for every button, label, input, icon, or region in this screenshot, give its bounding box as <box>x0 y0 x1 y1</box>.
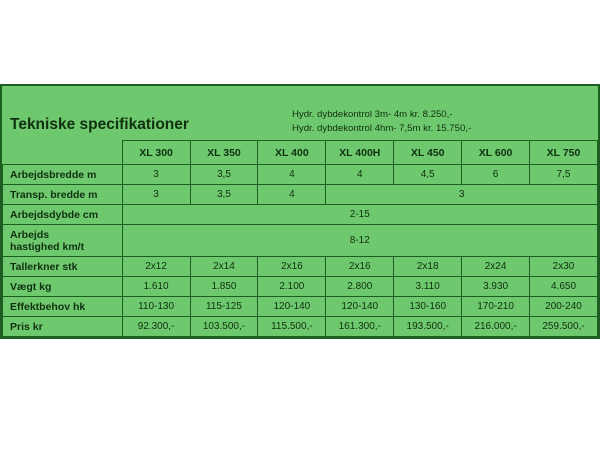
cell-vaegt-xl350: 1.850 <box>190 277 258 297</box>
column-header-xl750: XL 750 <box>530 141 598 165</box>
cell-transp-xl350: 3,5 <box>190 185 258 205</box>
cell-pris-xl450: 193.500,- <box>394 317 462 337</box>
cell-arbejdsbredde-xl350: 3,5 <box>190 165 258 185</box>
cell-vaegt-xl400: 2.100 <box>258 277 326 297</box>
panel-header <box>2 86 598 140</box>
row-label-transp-bredde: Transp. bredde m <box>3 185 123 205</box>
cell-pris-xl350: 103.500,- <box>190 317 258 337</box>
cell-arbejdsbredde-xl750: 7,5 <box>530 165 598 185</box>
cell-effekt-xl750: 200-240 <box>530 297 598 317</box>
cell-pris-xl750: 259.500,- <box>530 317 598 337</box>
specifications-table <box>2 140 598 337</box>
cell-pris-xl600: 216.000,- <box>462 317 530 337</box>
cell-tallerkner-xl450: 2x18 <box>394 257 462 277</box>
cell-vaegt-xl600: 3.930 <box>462 277 530 297</box>
table-corner-cell <box>3 141 123 165</box>
cell-pris-xl400h: 161.300,- <box>326 317 394 337</box>
specifications-panel <box>0 84 600 339</box>
cell-arbejdsbredde-xl450: 4,5 <box>394 165 462 185</box>
column-header-xl350: XL 350 <box>190 141 258 165</box>
row-label-arbejdsbredde: Arbejdsbredde m <box>3 165 123 185</box>
row-label-vaegt: Vægt kg <box>3 277 123 297</box>
price-notes <box>292 108 598 140</box>
cell-arbejdsbredde-xl300: 3 <box>122 165 190 185</box>
cell-arbejdshastighed-all: 8-12 <box>122 225 597 257</box>
cell-pris-xl400: 115.500,- <box>258 317 326 337</box>
table-row <box>3 297 598 317</box>
table-row <box>3 317 598 337</box>
column-header-xl400: XL 400 <box>258 141 326 165</box>
cell-tallerkner-xl400: 2x16 <box>258 257 326 277</box>
row-label-line-1: Arbejds <box>10 228 50 241</box>
table-row <box>3 225 598 257</box>
cell-arbejdsbredde-xl600: 6 <box>462 165 530 185</box>
row-label-effektbehov: Effektbehov hk <box>3 297 123 317</box>
row-label-pris: Pris kr <box>3 317 123 337</box>
note-line-2: Hydr. dybdekontrol 4hm- 7,5m kr. 15.750,- <box>292 123 472 134</box>
row-label-arbejdshastighed <box>3 225 123 257</box>
cell-vaegt-xl750: 4.650 <box>530 277 598 297</box>
cell-effekt-xl400h: 120-140 <box>326 297 394 317</box>
cell-effekt-xl450: 130-160 <box>394 297 462 317</box>
column-header-xl300: XL 300 <box>122 141 190 165</box>
row-label-arbejdsdybde: Arbejdsdybde cm <box>3 205 123 225</box>
cell-tallerkner-xl600: 2x24 <box>462 257 530 277</box>
table-row <box>3 257 598 277</box>
column-header-xl600: XL 600 <box>462 141 530 165</box>
cell-effekt-xl600: 170-210 <box>462 297 530 317</box>
row-label-line-2: hastighed km/t <box>10 240 85 253</box>
cell-transp-xl300: 3 <box>122 185 190 205</box>
column-header-xl450: XL 450 <box>394 141 462 165</box>
cell-arbejdsdybde-all: 2-15 <box>122 205 597 225</box>
cell-tallerkner-xl350: 2x14 <box>190 257 258 277</box>
note-line-1: Hydr. dybdekontrol 3m- 4m kr. 8.250,- <box>292 109 453 120</box>
cell-tallerkner-xl400h: 2x16 <box>326 257 394 277</box>
cell-effekt-xl300: 110-130 <box>122 297 190 317</box>
cell-tallerkner-xl300: 2x12 <box>122 257 190 277</box>
cell-arbejdsbredde-xl400: 4 <box>258 165 326 185</box>
cell-vaegt-xl450: 3.110 <box>394 277 462 297</box>
table-row <box>3 205 598 225</box>
column-header-xl400h: XL 400H <box>326 141 394 165</box>
cell-vaegt-xl400h: 2.800 <box>326 277 394 297</box>
table-row <box>3 185 598 205</box>
cell-effekt-xl350: 115-125 <box>190 297 258 317</box>
cell-tallerkner-xl750: 2x30 <box>530 257 598 277</box>
row-label-tallerkner: Tallerkner stk <box>3 257 123 277</box>
cell-effekt-xl400: 120-140 <box>258 297 326 317</box>
cell-transp-xl400: 4 <box>258 185 326 205</box>
table-row <box>3 277 598 297</box>
cell-transp-rest: 3 <box>326 185 598 205</box>
page-title: Tekniske specifikationer <box>10 116 189 133</box>
table-row <box>3 165 598 185</box>
cell-pris-xl300: 92.300,- <box>122 317 190 337</box>
table-header-row <box>3 141 598 165</box>
cell-arbejdsbredde-xl400h: 4 <box>326 165 394 185</box>
cell-vaegt-xl300: 1.610 <box>122 277 190 297</box>
